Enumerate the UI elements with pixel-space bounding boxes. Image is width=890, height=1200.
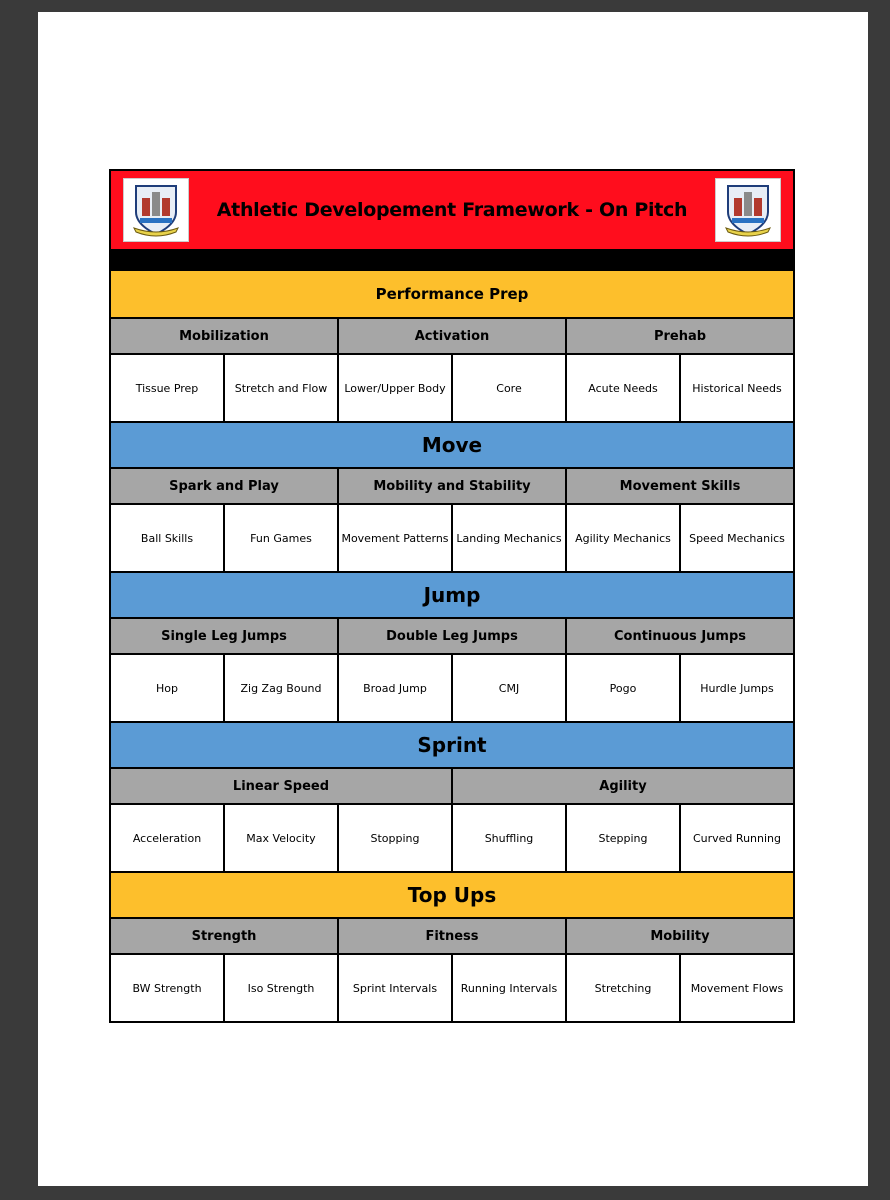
section-title-jump: Jump <box>111 571 793 617</box>
item-cell: Tissue Prep <box>135 381 199 395</box>
item-cell: Movement Patterns <box>337 505 451 571</box>
item-cell: Stretch and Flow <box>223 355 337 421</box>
items-row <box>111 803 793 871</box>
section-title-top-ups: Top Ups <box>111 871 793 917</box>
item-cell: Sprint Intervals <box>337 955 451 1021</box>
group-header: Movement Skills <box>565 469 793 503</box>
item-cell: Speed Mechanics <box>679 505 793 571</box>
item-cell: Running Intervals <box>451 955 565 1021</box>
framework-header <box>111 171 793 251</box>
item-cell: Stepping <box>565 805 679 871</box>
item-cell: BW Strength <box>132 981 202 995</box>
document-page <box>38 12 868 1186</box>
item-cell: Broad Jump <box>337 655 451 721</box>
group-header-row <box>111 617 793 653</box>
group-header: Continuous Jumps <box>565 619 793 653</box>
item-cell: Max Velocity <box>223 805 337 871</box>
group-header-row <box>111 317 793 353</box>
group-header: Agility <box>451 769 793 803</box>
county-crest-icon <box>715 178 781 242</box>
section-title-sprint: Sprint <box>111 721 793 767</box>
item-cell: Stopping <box>337 805 451 871</box>
group-header-row <box>111 767 793 803</box>
item-cell: Landing Mechanics <box>451 505 565 571</box>
section-title-performance-prep: Performance Prep <box>111 271 793 317</box>
framework-table <box>109 169 795 1023</box>
item-cell: Hurdle Jumps <box>679 655 793 721</box>
item-cell: Curved Running <box>679 805 793 871</box>
item-cell: Zig Zag Bound <box>223 655 337 721</box>
county-crest-icon <box>123 178 189 242</box>
section-title-move: Move <box>111 421 793 467</box>
item-cell: Stretching <box>565 955 679 1021</box>
item-cell: Core <box>451 355 565 421</box>
group-header: Double Leg Jumps <box>337 619 565 653</box>
item-cell: Historical Needs <box>679 355 793 421</box>
header-divider-band <box>111 251 793 271</box>
items-row <box>111 353 793 421</box>
group-header: Spark and Play <box>169 478 279 494</box>
group-header: Strength <box>191 928 257 944</box>
group-header-row <box>111 917 793 953</box>
item-cell: Ball Skills <box>140 531 194 545</box>
item-cell: Hop <box>156 681 178 695</box>
item-cell: Acceleration <box>132 831 202 845</box>
item-cell: Lower/Upper Body <box>337 355 451 421</box>
item-cell: Acute Needs <box>565 355 679 421</box>
group-header: Fitness <box>337 919 565 953</box>
item-cell: Pogo <box>565 655 679 721</box>
group-header: Activation <box>337 319 565 353</box>
item-cell: Iso Strength <box>223 955 337 1021</box>
group-header: Prehab <box>565 319 793 353</box>
item-cell: Agility Mechanics <box>565 505 679 571</box>
items-row <box>111 503 793 571</box>
group-header: Mobility <box>565 919 793 953</box>
items-row <box>111 653 793 721</box>
group-header: Mobility and Stability <box>337 469 565 503</box>
group-header-row <box>111 467 793 503</box>
framework-title: Athletic Developement Framework - On Pitch <box>216 199 688 221</box>
items-row <box>111 953 793 1021</box>
item-cell: Fun Games <box>223 505 337 571</box>
group-header: Single Leg Jumps <box>161 628 287 644</box>
item-cell: Shuffling <box>451 805 565 871</box>
item-cell: Movement Flows <box>679 955 793 1021</box>
item-cell: CMJ <box>451 655 565 721</box>
group-header: Linear Speed <box>232 778 330 794</box>
group-header: Mobilization <box>179 328 269 344</box>
